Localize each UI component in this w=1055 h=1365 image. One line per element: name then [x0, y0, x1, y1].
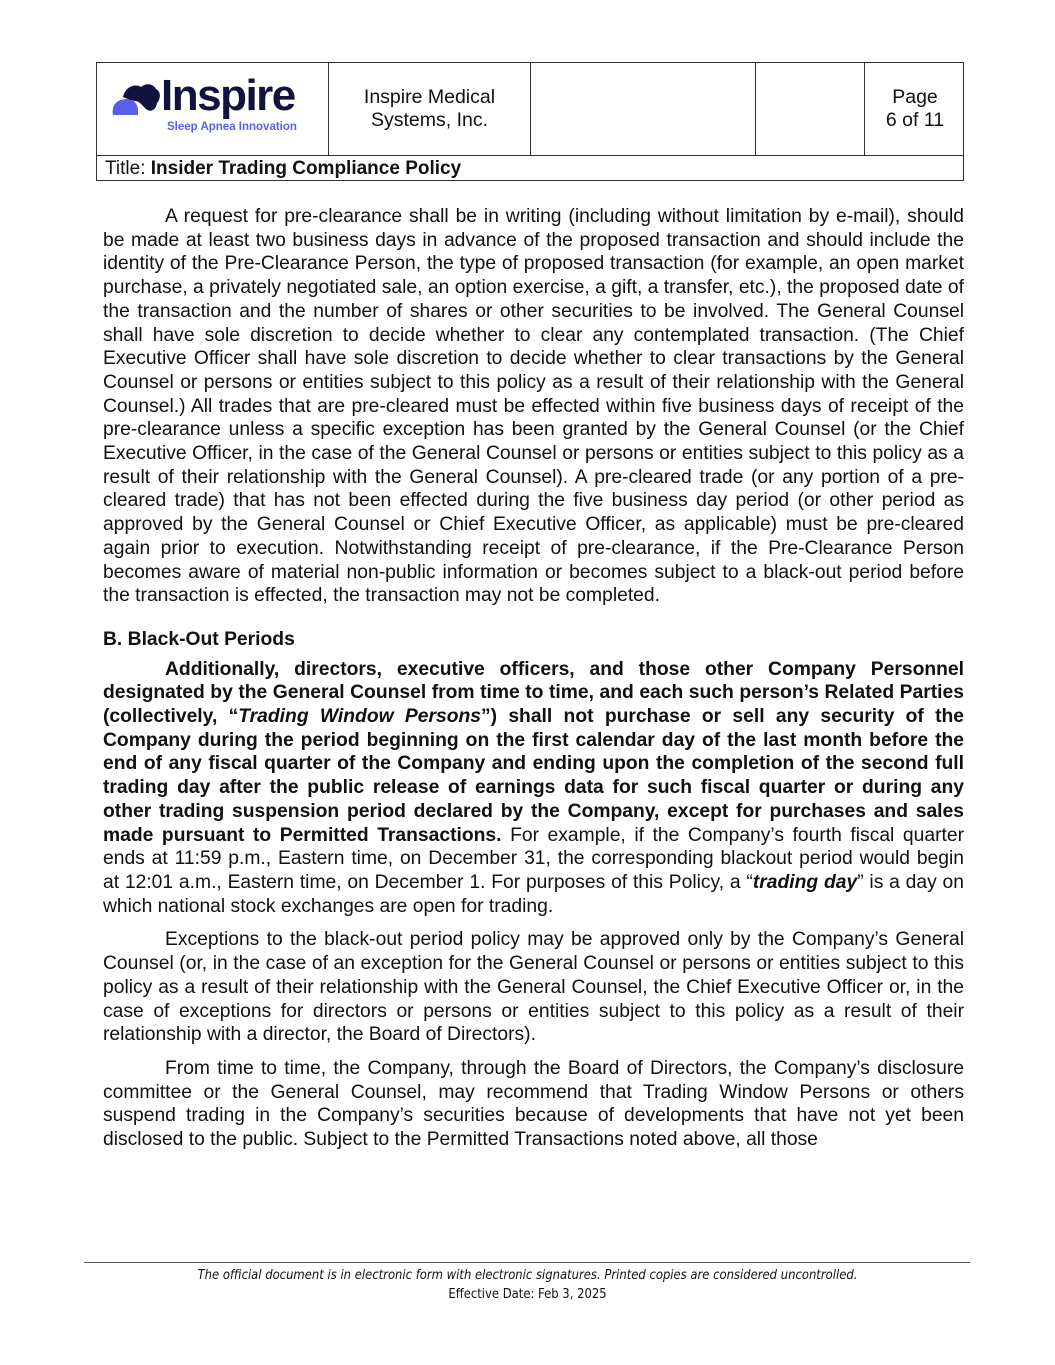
blackout-example-text: For example, if the Company’s fourth fiscal quarter ends at 11:59 p.m., Eastern time, on December 31, the corresponding blackout period would begin at 12:01 a.m., Eastern time, on December 1. For purposes of this Policy, a “ [103, 824, 964, 893]
document-header-table [96, 62, 964, 181]
blackout-rule-text-continued: ”) shall not purchase or sell any security of the Company during the period beginning on the first calendar day of the last month before the end of any fiscal quarter of the Company and ending upon the completion of the second full trading day after the public release of earnings data for such fiscal quarter or during any other trading suspension period declared by the Company, except for purchases and sales made pursuant to Permitted Transactions. [103, 706, 964, 846]
logo-tagline: Sleep Apnea Innovation [167, 121, 297, 133]
title-label: Title: [105, 158, 146, 179]
document-title [105, 157, 461, 181]
logo-cell [97, 63, 329, 155]
inspire-logo [109, 71, 309, 137]
section-heading-black-out-periods: B. Black-Out Periods [103, 628, 295, 650]
company-name: Inspire Medical Systems, Inc. [363, 86, 496, 131]
empty-cell [756, 63, 865, 155]
footer-effective-date: Effective Date: Feb 3, 2025 [448, 1286, 607, 1302]
footer-notice: The official document is in electronic form with electronic signatures. Printed copies are considered uncontrolled. [197, 1267, 858, 1283]
defined-term-trading-window-persons: Trading Window Persons [238, 706, 481, 728]
defined-term-trading-day: trading day [752, 871, 858, 893]
paragraph-pre-clearance: A request for pre-clearance shall be in writing (including without limitation by e-mail), should be made at least two business days in advance of the proposed transaction and should include the identity of the Pre-Clearance Person, the type of proposed transaction (for example, an open market purchase, a privately negotiated sale, an option exercise, a gift, a transfer, etc.), the proposed date of the transaction and the number of shares or other securities to be involved. The General Counsel shall have sole discretion to decide whether to clear any contemplated transaction. (The Chief Executive Officer shall have sole discretion to decide whether to clear transactions by the General Counsel or persons or entities subject to this policy as a result of their relationship with the General Counsel.) All trades that are pre-cleared must be effected within five business days of receipt of the pre-clearance unless a specific exception has been granted by the General Counsel (or the Chief Executive Officer, in the case of the General Counsel or persons or entities subject to this policy as a result of their relationship with the General Counsel). A pre-cleared trade (or any portion of a pre-cleared trade) that has not been effected during the five business day period (or other period as approved by the General Counsel or Chief Executive Officer, as applicable) must be pre-cleared again prior to execution. Notwithstanding receipt of pre-clearance, if the Pre-Clearance Person becomes aware of material non-public information or becomes subject to a black-out period before the transaction is effected, the transaction may not be completed. [103, 206, 964, 607]
cloud-icon [109, 81, 161, 117]
company-name-cell [329, 63, 531, 155]
page-number: 6 of 11 [885, 109, 945, 131]
paragraph-black-out-rule [103, 658, 964, 919]
blackout-rule-text: Additionally, directors, executive officers, and those other Company Personnel designated by the General Counsel from time to time, and each such person’s Related Parties (collectively, “ [103, 658, 964, 728]
document-body [103, 205, 964, 1152]
paragraph-exceptions: Exceptions to the black-out period policy may be approved only by the Company’s General Counsel (or, in the case of an exception for the General Counsel or persons or entities subject to this policy as a result of their relationship with the General Counsel, the Chief Executive Officer or, in the case of exceptions for directors or persons or entities subject to this policy as a result of their relationship with a director, the Board of Directors). [103, 929, 964, 1046]
paragraph-trading-suspension: From time to time, the Company, through the Board of Directors, the Company’s disclosure committee or the General Counsel, may recommend that Trading Window Persons or others suspend trading in the Company’s securities because of developments that have not yet been disclosed to the public. Subject to the Permitted Transactions noted above, all those [103, 1057, 964, 1151]
empty-cell [531, 63, 756, 155]
trading-day-definition: ” is a day on which national stock exchanges are open for trading. [103, 871, 965, 917]
logo-wordmark: Inspire [161, 71, 295, 120]
page-number-cell [865, 63, 965, 155]
page-label: Page [892, 86, 938, 108]
title-value: Insider Trading Compliance Policy [150, 158, 462, 179]
footer-divider [84, 1262, 970, 1263]
header-row [97, 63, 963, 156]
